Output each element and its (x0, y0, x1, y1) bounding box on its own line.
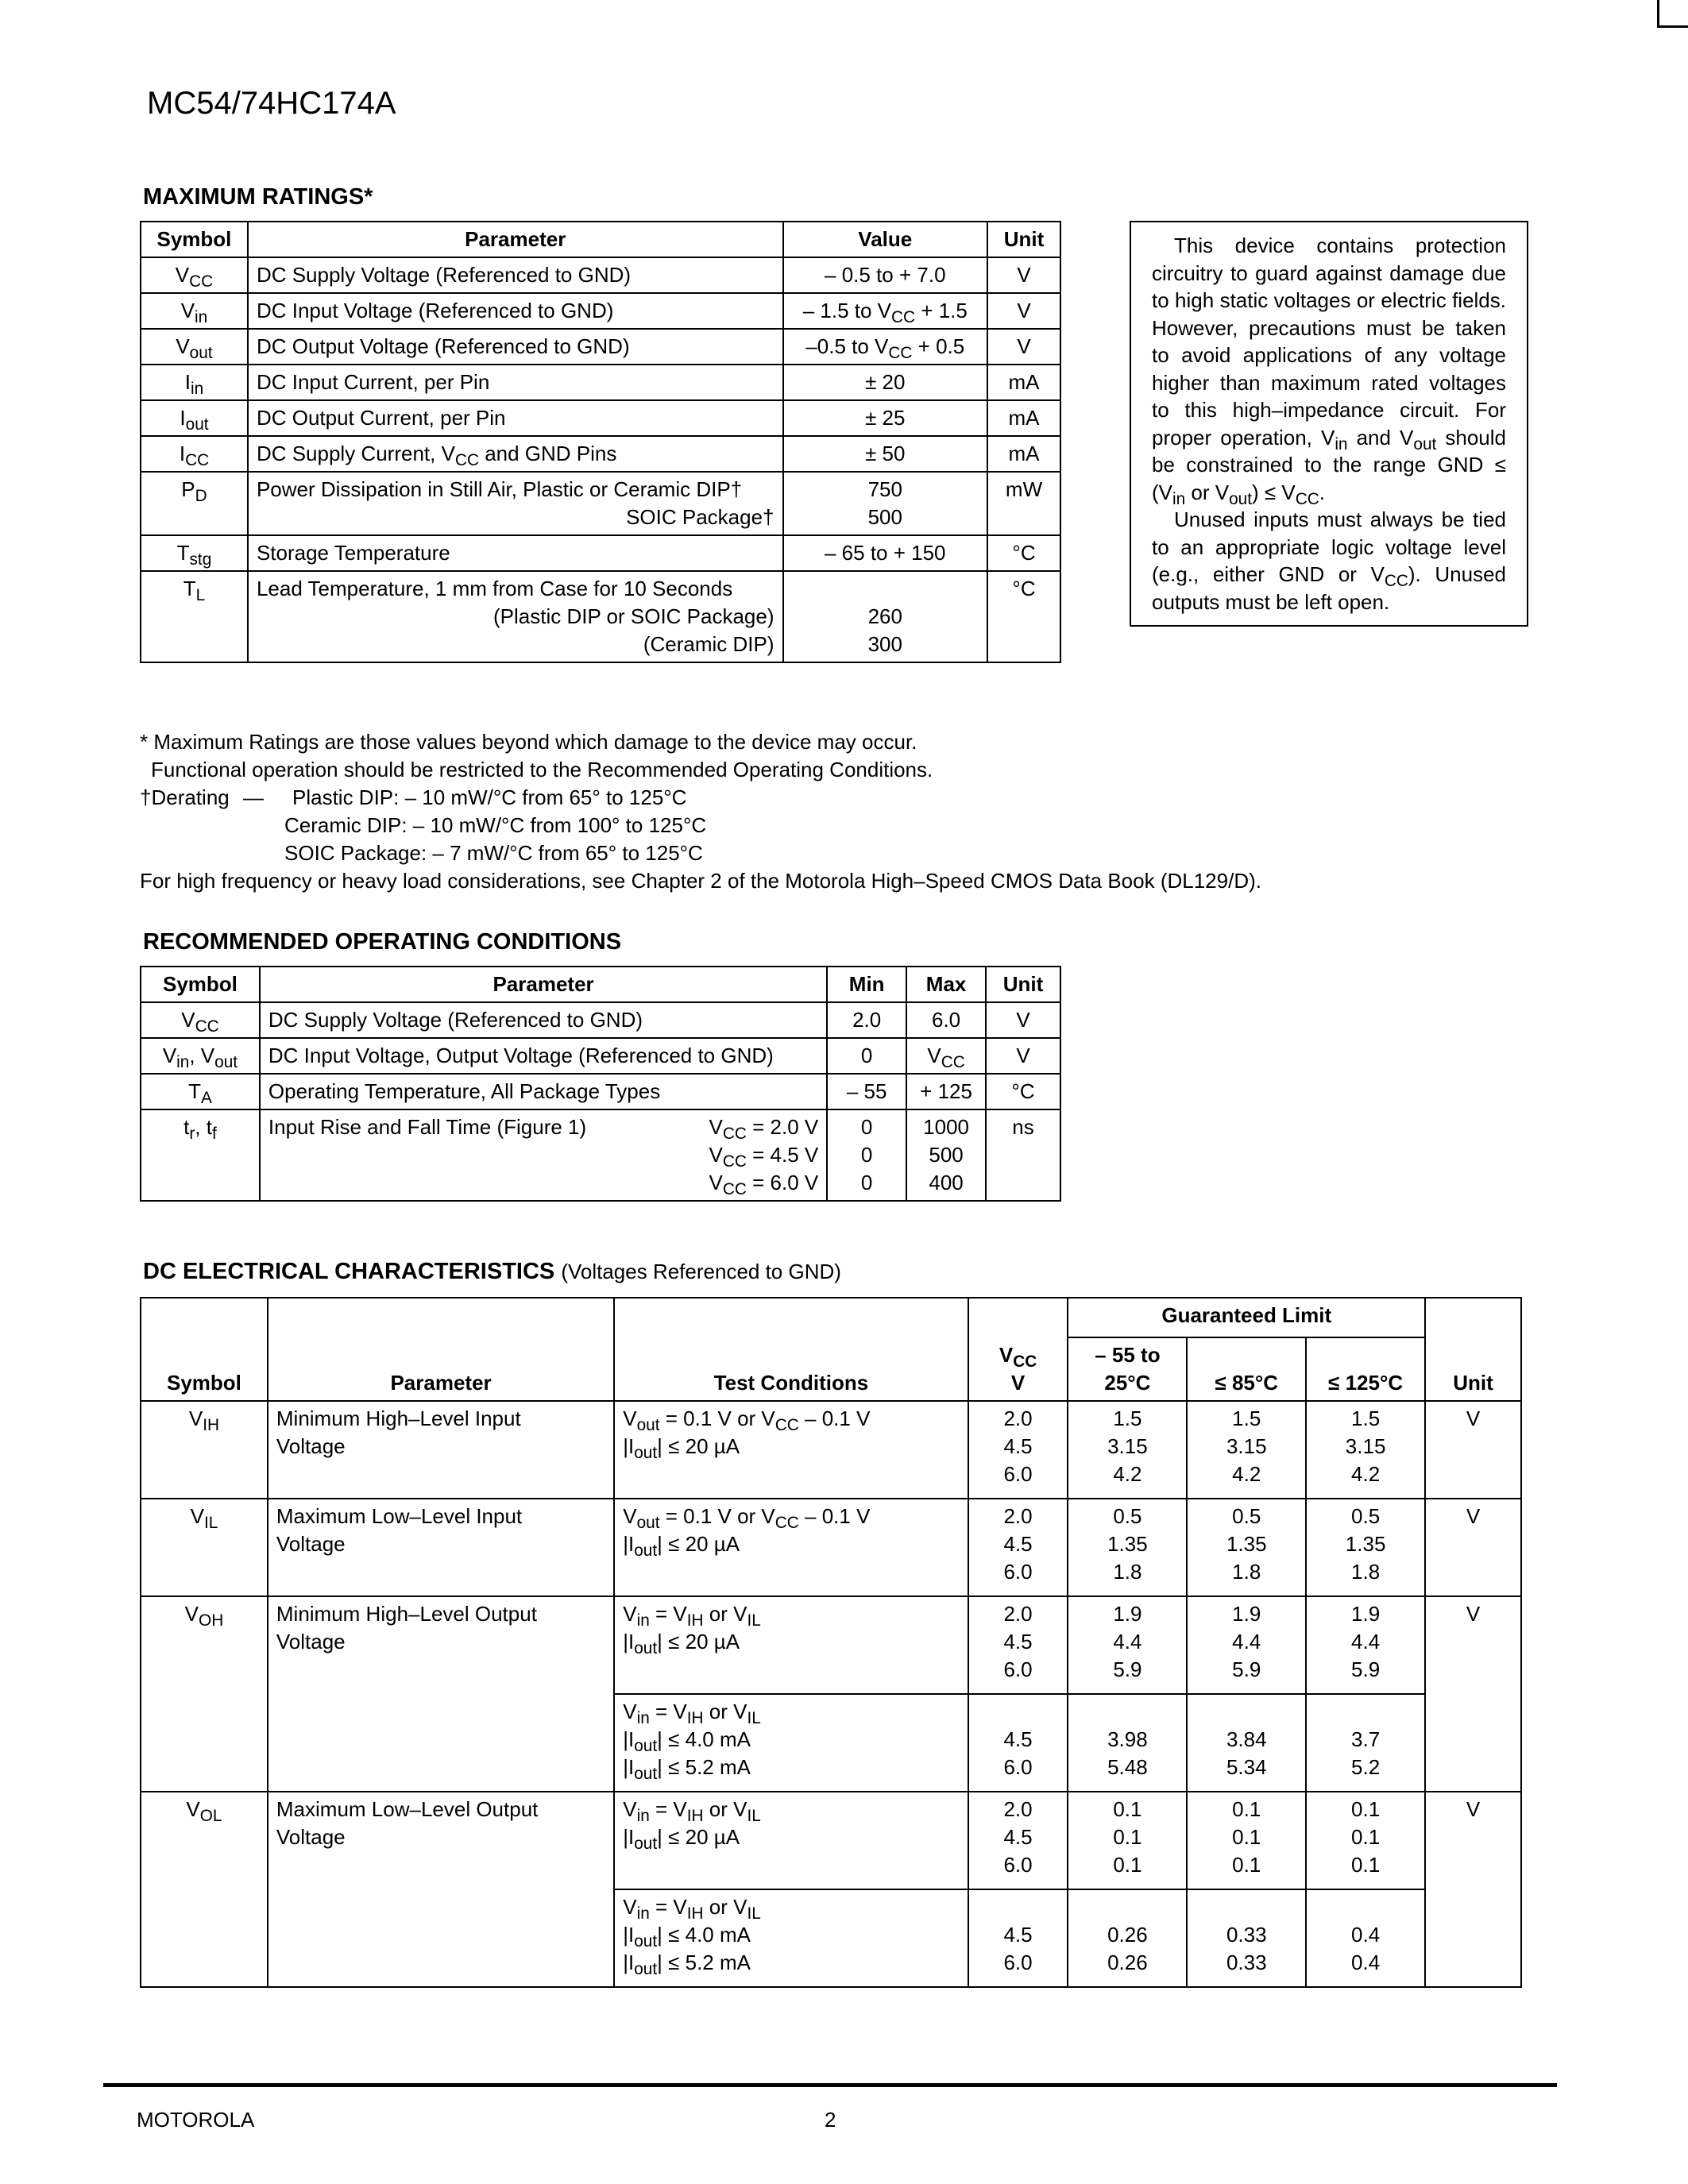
col-header: Guaranteed Limit (1068, 1298, 1425, 1337)
dc-heading: DC ELECTRICAL CHARACTERISTICS (Voltages Referenced to GND) (143, 1259, 841, 1284)
footer-brand: MOTOROLA (137, 2108, 255, 2132)
limit-cell: 1.5 3.15 4.2 (1068, 1401, 1187, 1499)
table-row (141, 257, 1060, 293)
min-cell: 0 0 0 (827, 1109, 906, 1201)
limit-cell: 0.1 0.1 0.1 (1187, 1792, 1306, 1889)
col-header: Parameter (248, 222, 783, 257)
col-header: Test Conditions (614, 1298, 968, 1401)
derating-note: SOIC Package: – 7 mW/°C from 65° to 125°C (284, 841, 703, 865)
symbol-cell: $P_D$ (141, 472, 248, 535)
max-cell: 1000 500 400 (906, 1109, 986, 1201)
rec-op-heading: RECOMMENDED OPERATING CONDITIONS (143, 929, 622, 955)
unit-cell: V (987, 293, 1060, 329)
limit-cell: 0.1 0.1 0.1 (1068, 1792, 1187, 1889)
value-cell: – 0.5 to + 7.0 (783, 257, 988, 293)
parameter-cell: Input Rise and Fall Time (Figure 1) $V_{CC} = 2.0$ V $V_{CC} = 4.5$ V $V_{CC} = 6.0$ V (260, 1109, 827, 1201)
test-conditions-cell: $V_{in} = V_{IH}$ or $V_{IL}$ $|I_{out}| \le 4.0$ mA $|I_{out}| \le 5.2$ mA (614, 1694, 968, 1792)
unit-cell: V (986, 1002, 1060, 1038)
limit-cell: 0.33 0.33 (1187, 1889, 1306, 1987)
symbol-cell: $V_{in}$, $V_{out}$ (141, 1038, 260, 1074)
parameter-cell: Minimum High–Level Output Voltage (268, 1596, 614, 1792)
unit-cell: V (1425, 1401, 1521, 1499)
vcc-cell: 2.0 4.5 6.0 (968, 1401, 1068, 1499)
limit-cell: 1.5 3.15 4.2 (1306, 1401, 1425, 1499)
table-row (141, 365, 1060, 400)
col-header: Min (827, 967, 906, 1002)
table-header-row (141, 1298, 1521, 1337)
col-header: Unit (986, 967, 1060, 1002)
parameter-cell: DC Input Voltage, Output Voltage (Referenced to GND) (260, 1038, 827, 1074)
limit-cell: 3.98 5.48 (1068, 1694, 1187, 1792)
limit-cell: 3.7 5.2 (1306, 1694, 1425, 1792)
symbol-cell: $V_{CC}$ (141, 1002, 260, 1038)
value-cell: 260 300 (783, 571, 988, 662)
derating-note: Ceramic DIP: – 10 mW/°C from 100° to 125°C (284, 813, 707, 837)
value-cell: – 1.5 to $V_{CC} + 1.5$ (783, 293, 988, 329)
limit-cell: 1.9 4.4 5.9 (1068, 1596, 1187, 1694)
min-cell: 2.0 (827, 1002, 906, 1038)
vcc-cell: 4.5 6.0 (968, 1889, 1068, 1987)
unit-cell: ns (986, 1109, 1060, 1201)
limit-cell: 0.1 0.1 0.1 (1306, 1792, 1425, 1889)
vcc-cell: 2.0 4.5 6.0 (968, 1499, 1068, 1596)
parameter-cell: Operating Temperature, All Package Types (260, 1074, 827, 1109)
footer-rule (103, 2083, 1557, 2087)
page-number: 2 (825, 2108, 836, 2132)
symbol-cell: $V_{IL}$ (141, 1499, 268, 1596)
test-conditions-cell: $V_{out} = 0.1$ V or $V_{CC} - 0.1$ V $|I_{out}| \le 20$ µA (614, 1499, 968, 1596)
parameter-cell: DC Input Current, per Pin (248, 365, 783, 400)
limit-cell: 0.5 1.35 1.8 (1187, 1499, 1306, 1596)
footnote: * Maximum Ratings are those values beyond which damage to the device may occur. (140, 730, 917, 754)
col-header: Parameter (268, 1298, 614, 1401)
value-cell: 750 500 (783, 472, 988, 535)
col-header: Symbol (141, 967, 260, 1002)
symbol-cell: $T_{stg}$ (141, 535, 248, 571)
col-header: ≤ 125°C (1306, 1337, 1425, 1401)
unit-cell: V (1425, 1792, 1521, 1987)
limit-cell: 0.5 1.35 1.8 (1068, 1499, 1187, 1596)
derating-note: †Derating — Plastic DIP: – 10 mW/°C from 65° to 125°C (140, 785, 687, 809)
col-header: Value (783, 222, 988, 257)
parameter-cell: Power Dissipation in Still Air, Plastic or Ceramic DIP† SOIC Package† (248, 472, 783, 535)
unit-cell: mA (987, 436, 1060, 472)
symbol-cell: $V_{OL}$ (141, 1792, 268, 1987)
parameter-cell: Maximum Low–Level Output Voltage (268, 1792, 614, 1987)
max-ratings-heading: MAXIMUM RATINGS* (143, 184, 373, 210)
value-cell: – 65 to + 150 (783, 535, 988, 571)
symbol-cell: $t_r$, $t_f$ (141, 1109, 260, 1201)
symbol-cell: $T_L$ (141, 571, 248, 662)
col-header: $V_{CC}$ V (968, 1298, 1068, 1401)
symbol-cell: $V_{IH}$ (141, 1401, 268, 1499)
col-header: Symbol (141, 222, 248, 257)
limit-cell: 1.9 4.4 5.9 (1187, 1596, 1306, 1694)
max-cell: + 125 (906, 1074, 986, 1109)
symbol-cell: $T_A$ (141, 1074, 260, 1109)
col-header: Symbol (141, 1298, 268, 1401)
esd-paragraph: Unused inputs must always be tied to an appropriate logic voltage level (e.g., either GND or $V_{CC}$). Unused outputs must be left open. (1152, 507, 1506, 614)
max-cell: 6.0 (906, 1002, 986, 1038)
table-row (141, 1002, 1060, 1038)
parameter-cell: DC Input Voltage (Referenced to GND) (248, 293, 783, 329)
parameter-cell: Minimum High–Level Input Voltage (268, 1401, 614, 1499)
test-conditions-cell: $V_{out} = 0.1$ V or $V_{CC} - 0.1$ V $|I_{out}| \le 20$ µA (614, 1401, 968, 1499)
col-header: ≤ 85°C (1187, 1337, 1306, 1401)
table-row (141, 293, 1060, 329)
value-cell: –0.5 to $V_{CC} + 0.5$ (783, 329, 988, 365)
table-row (141, 1792, 1521, 1889)
limit-cell: 0.4 0.4 (1306, 1889, 1425, 1987)
symbol-cell: $V_{OH}$ (141, 1596, 268, 1792)
footnote: For high frequency or heavy load considerations, see Chapter 2 of the Motorola High–Speed CMOS Data Book (DL129/D). (140, 869, 1261, 893)
test-conditions-cell: $V_{in} = V_{IH}$ or $V_{IL}$ $|I_{out}| \le 20$ µA (614, 1596, 968, 1694)
limit-cell: 1.9 4.4 5.9 (1306, 1596, 1425, 1694)
table-row (141, 436, 1060, 472)
esd-paragraph: This device contains protection circuitry to guard against damage due to high static voltages or electric fields. However, precautions must be taken to avoid applications of any voltage higher than maximum rated voltages to this high–impedance circuit. For proper operation, $V_{in}$ and $V_{out}$ should be constrained to the range GND ≤ ($V_{in}$ or $V_{out}) \le V_{CC}$. (1152, 233, 1507, 508)
value-cell: ± 20 (783, 365, 988, 400)
esd-protection-note (1130, 221, 1528, 627)
unit-cell: °C (987, 535, 1060, 571)
document-title: MC54/74HC174A (147, 86, 396, 121)
symbol-cell: $V_{CC}$ (141, 257, 248, 293)
unit-cell: V (1425, 1596, 1521, 1792)
value-cell: ± 50 (783, 436, 988, 472)
limit-cell: 0.26 0.26 (1068, 1889, 1187, 1987)
footnote: Functional operation should be restricted to the Recommended Operating Conditions. (151, 758, 933, 781)
table-row (141, 1038, 1060, 1074)
vcc-cell: 2.0 4.5 6.0 (968, 1792, 1068, 1889)
value-cell: ± 25 (783, 400, 988, 436)
vcc-cell: 4.5 6.0 (968, 1694, 1068, 1792)
test-conditions-cell: $V_{in} = V_{IH}$ or $V_{IL}$ $|I_{out}| \le 20$ µA (614, 1792, 968, 1889)
symbol-cell: $I_{in}$ (141, 365, 248, 400)
unit-cell: V (987, 257, 1060, 293)
max-ratings-table (140, 221, 1061, 663)
min-cell: – 55 (827, 1074, 906, 1109)
min-cell: 0 (827, 1038, 906, 1074)
unit-cell: °C (986, 1074, 1060, 1109)
unit-cell: V (987, 329, 1060, 365)
unit-cell: mA (987, 400, 1060, 436)
parameter-cell: DC Supply Voltage (Referenced to GND) (260, 1002, 827, 1038)
table-row (141, 1401, 1521, 1499)
table-header-row (141, 967, 1060, 1002)
dc-characteristics-table (140, 1297, 1522, 1988)
col-header: Max (906, 967, 986, 1002)
unit-cell: mA (987, 365, 1060, 400)
parameter-cell: DC Supply Current, $V_{CC}$ and GND Pins (248, 436, 783, 472)
col-header: Unit (987, 222, 1060, 257)
parameter-cell: DC Supply Voltage (Referenced to GND) (248, 257, 783, 293)
rec-op-table (140, 966, 1061, 1202)
table-row (141, 400, 1060, 436)
table-row (141, 472, 1060, 535)
limit-cell: 0.5 1.35 1.8 (1306, 1499, 1425, 1596)
table-row (141, 1499, 1521, 1596)
parameter-cell: DC Output Current, per Pin (248, 400, 783, 436)
parameter-cell: Storage Temperature (248, 535, 783, 571)
unit-cell: V (1425, 1499, 1521, 1596)
parameter-cell: Lead Temperature, 1 mm from Case for 10 Seconds (Plastic DIP or SOIC Package) (Ceramic DIP) (248, 571, 783, 662)
symbol-cell: $V_{in}$ (141, 293, 248, 329)
symbol-cell: $I_{CC}$ (141, 436, 248, 472)
table-row (141, 535, 1060, 571)
test-conditions-cell: $V_{in} = V_{IH}$ or $V_{IL}$ $|I_{out}| \le 4.0$ mA $|I_{out}| \le 5.2$ mA (614, 1889, 968, 1987)
table-row (141, 1074, 1060, 1109)
unit-cell: mW (987, 472, 1060, 535)
col-header: Parameter (260, 967, 827, 1002)
unit-cell: °C (987, 571, 1060, 662)
max-ratings-notes (140, 728, 1411, 895)
page-corner-mark (1657, 0, 1688, 28)
parameter-cell: Maximum Low–Level Input Voltage (268, 1499, 614, 1596)
table-row (141, 571, 1060, 662)
symbol-cell: $I_{out}$ (141, 400, 248, 436)
limit-cell: 3.84 5.34 (1187, 1694, 1306, 1792)
unit-cell: V (986, 1038, 1060, 1074)
table-row (141, 1109, 1060, 1201)
max-cell: $V_{CC}$ (906, 1038, 986, 1074)
table-row (141, 329, 1060, 365)
table-row (141, 1596, 1521, 1694)
col-header: Unit (1425, 1298, 1521, 1401)
parameter-cell: DC Output Voltage (Referenced to GND) (248, 329, 783, 365)
limit-cell: 1.5 3.15 4.2 (1187, 1401, 1306, 1499)
symbol-cell: $V_{out}$ (141, 329, 248, 365)
vcc-cell: 2.0 4.5 6.0 (968, 1596, 1068, 1694)
table-header-row (141, 222, 1060, 257)
col-header: – 55 to 25°C (1068, 1337, 1187, 1401)
